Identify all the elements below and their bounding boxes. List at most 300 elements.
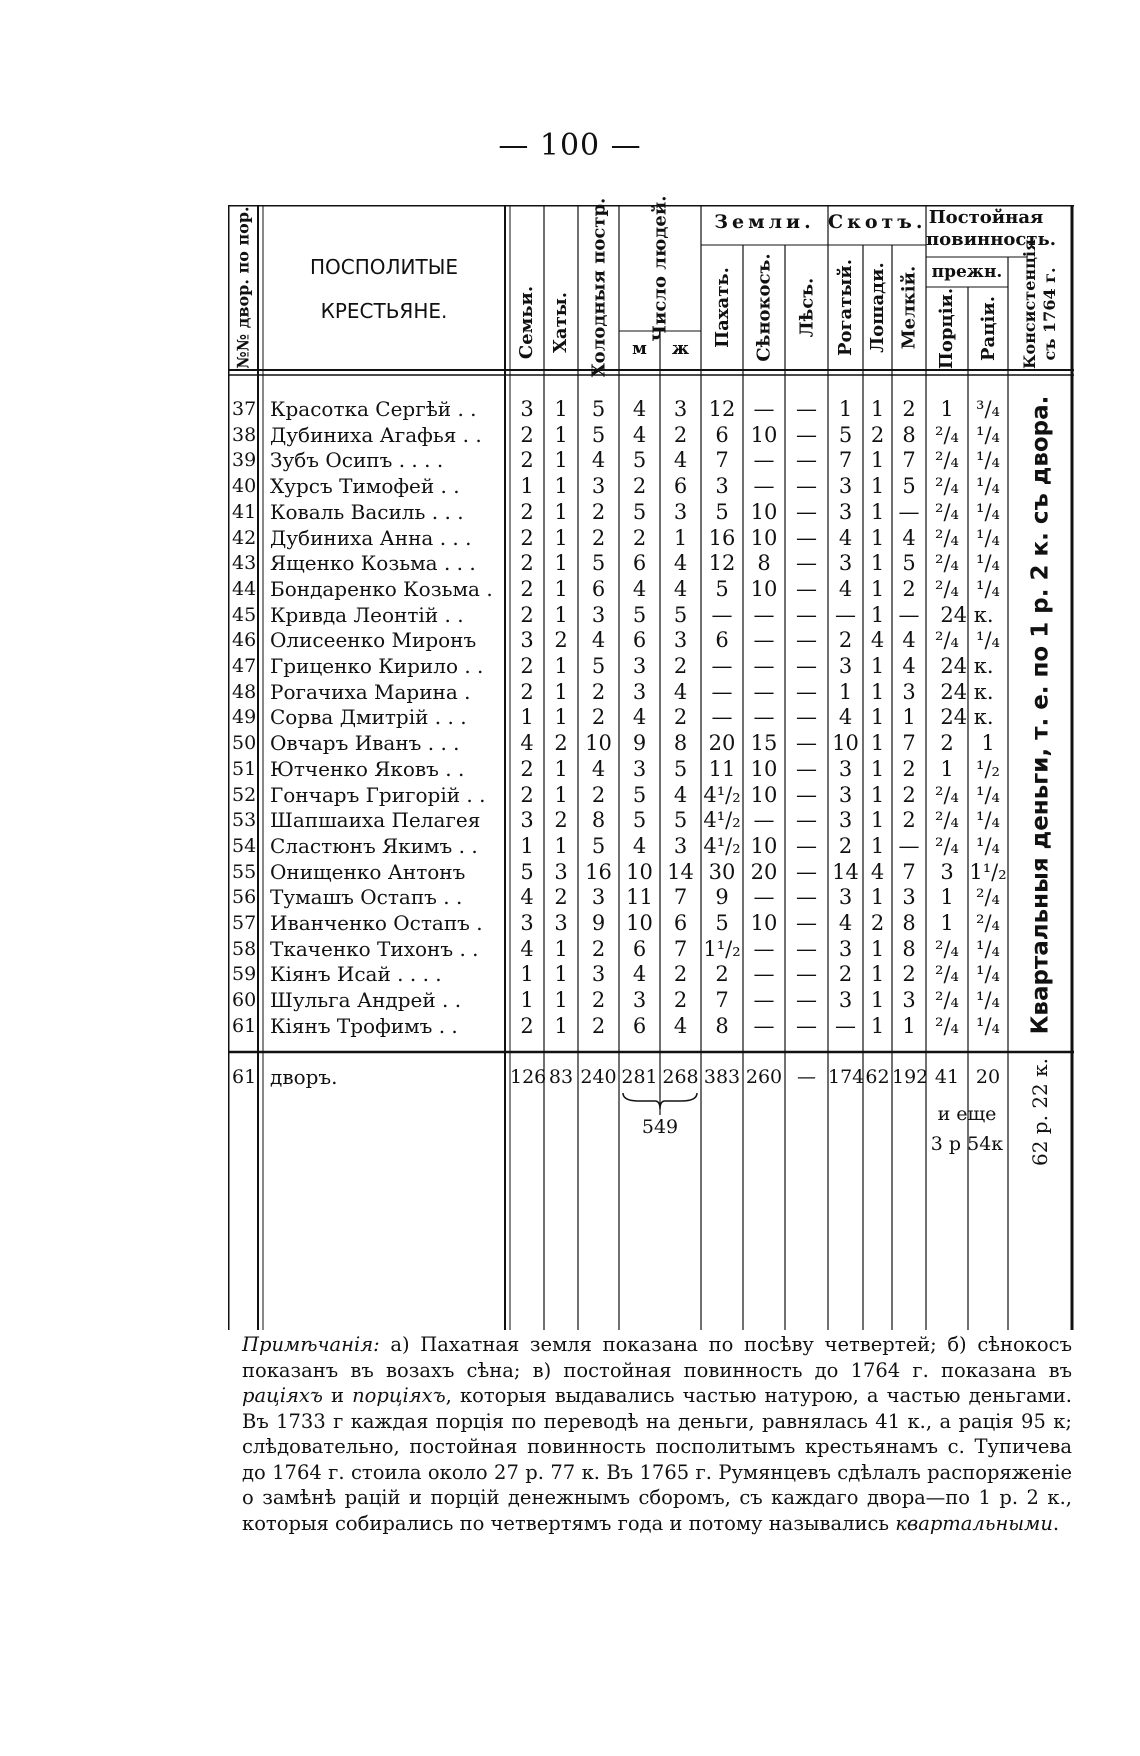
- row-cold: 5: [591, 654, 606, 678]
- row-name: Ященко Козьма . . .: [270, 551, 476, 576]
- row-cold: 2: [591, 1013, 606, 1038]
- header-horses: Лошади.: [867, 262, 889, 353]
- row-hay: —: [753, 808, 775, 833]
- row-men: 10: [626, 859, 653, 884]
- header-men: м: [632, 339, 647, 359]
- header-rations: Раціи.: [977, 296, 999, 361]
- row-cattle: 3: [838, 988, 853, 1013]
- row-families: 2: [520, 782, 534, 807]
- row-name: Кривда Леонтій . .: [270, 602, 464, 627]
- row-families: 4: [520, 936, 534, 961]
- page-number: — 100 —: [498, 128, 642, 163]
- row-forest: —: [796, 679, 817, 704]
- row-women: 5: [673, 808, 688, 833]
- notes-rations-word: раціяхъ: [242, 1384, 323, 1407]
- row-small: —: [898, 602, 920, 627]
- row-horses: 1: [870, 988, 885, 1013]
- row-portions: 3: [940, 859, 954, 884]
- row-cattle: 3: [838, 499, 853, 524]
- people-brace: [619, 1091, 701, 1113]
- row-number: 51: [232, 757, 257, 780]
- row-horses: 1: [870, 962, 885, 987]
- row-small: 4: [902, 628, 916, 653]
- row-forest: —: [796, 962, 817, 987]
- row-cold: 2: [591, 988, 606, 1013]
- row-cold: 5: [591, 397, 606, 421]
- row-hay: —: [753, 962, 775, 987]
- row-number: 57: [232, 912, 257, 934]
- row-forest: —: [796, 602, 817, 627]
- row-portions: ²/₄: [935, 988, 959, 1013]
- row-name: Коваль Василь . . .: [270, 499, 464, 524]
- row-portions: 24 к.: [940, 705, 994, 730]
- row-houses: 3: [554, 911, 568, 935]
- row-number: 41: [232, 500, 257, 523]
- row-rations: ¹/₄: [976, 448, 1000, 473]
- people-sum: 549: [641, 1116, 679, 1138]
- row-arable: 4¹/₂: [703, 808, 741, 833]
- header-livestock: Скотъ.: [828, 211, 927, 233]
- row-name: Гриценко Кирило . .: [270, 654, 484, 678]
- row-men: 4: [632, 705, 647, 730]
- total-men: 281: [621, 1066, 658, 1088]
- row-portions: ²/₄: [935, 576, 959, 601]
- row-cattle: 2: [838, 628, 853, 653]
- row-families: 1: [520, 988, 534, 1013]
- row-arable: 11: [708, 756, 736, 781]
- row-name: Сорва Дмитрій . . .: [270, 705, 467, 730]
- row-name: Хурсъ Тимофей . .: [270, 474, 460, 499]
- row-forest: —: [796, 551, 817, 576]
- row-name: Тумашъ Остапъ . .: [270, 885, 463, 910]
- row-portions: 24 к.: [940, 679, 994, 704]
- household-table: [228, 195, 1074, 1330]
- header-former: прежн.: [931, 262, 1003, 282]
- row-families: 2: [520, 654, 534, 678]
- row-rations: ¹/₄: [976, 628, 1000, 653]
- row-women: 4: [673, 576, 688, 601]
- row-cattle: 3: [838, 808, 853, 833]
- row-houses: 1: [554, 833, 568, 858]
- row-women: 3: [673, 499, 688, 524]
- header-consistency: Консистенція съ 1764 г.: [1020, 238, 1059, 369]
- row-small: —: [898, 833, 920, 858]
- row-portions: ²/₄: [935, 936, 959, 961]
- total-women: 268: [662, 1066, 699, 1088]
- row-portions: ²/₄: [935, 1013, 959, 1038]
- row-small: —: [898, 499, 920, 524]
- row-rations: ¹/₄: [976, 576, 1000, 601]
- row-families: 3: [520, 911, 534, 935]
- row-families: 3: [520, 397, 534, 421]
- header-lands: Земли.: [714, 211, 815, 233]
- row-forest: —: [796, 1013, 817, 1038]
- row-families: 2: [520, 602, 534, 627]
- row-name: Шапшаиха Пелагея: [270, 808, 481, 833]
- row-small: 8: [902, 936, 916, 961]
- row-families: 2: [520, 422, 534, 447]
- row-men: 6: [632, 1013, 647, 1038]
- row-rations: [968, 703, 1008, 731]
- row-cattle: 1: [838, 679, 853, 704]
- row-number: 60: [232, 989, 257, 1012]
- row-houses: 1: [554, 525, 568, 550]
- row-number: 55: [232, 860, 257, 883]
- row-number: 61: [232, 1014, 257, 1037]
- row-women: 5: [673, 602, 688, 627]
- row-cattle: 7: [838, 448, 853, 473]
- row-women: 4: [673, 679, 688, 704]
- row-families: 1: [520, 833, 534, 858]
- row-horses: 1: [870, 679, 885, 704]
- row-cold: 6: [591, 576, 606, 601]
- row-horses: 2: [870, 422, 885, 447]
- row-women: 2: [673, 654, 688, 678]
- row-arable: —: [711, 679, 733, 704]
- total-forest: —: [797, 1066, 816, 1088]
- extra-line2: 3 р 54к: [930, 1133, 1004, 1155]
- row-forest: —: [796, 885, 817, 910]
- row-arable: 7: [715, 988, 729, 1013]
- total-money: 62 р. 22 к.: [1028, 1058, 1052, 1166]
- row-arable: 4¹/₂: [703, 833, 741, 858]
- row-number: 38: [232, 423, 257, 446]
- row-cattle: 4: [838, 525, 853, 550]
- row-arable: 2: [715, 962, 729, 987]
- row-small: 7: [902, 731, 916, 756]
- row-horses: 1: [870, 499, 885, 524]
- row-houses: 1: [554, 474, 568, 499]
- row-houses: 1: [554, 988, 568, 1013]
- row-arable: 12: [708, 397, 736, 421]
- row-cold: 2: [591, 782, 606, 807]
- row-hay: —: [753, 448, 775, 473]
- row-rations: 1: [981, 731, 995, 756]
- row-name: Зубъ Осипъ . . . .: [270, 448, 444, 473]
- row-houses: 1: [554, 602, 568, 627]
- row-small: 1: [902, 1013, 916, 1038]
- row-small: 1: [902, 705, 916, 730]
- row-women: 3: [673, 833, 688, 858]
- row-hay: —: [753, 1013, 775, 1038]
- row-arable: 16: [708, 525, 736, 550]
- row-cold: 2: [591, 525, 606, 550]
- row-men: 5: [632, 782, 647, 807]
- total-rations: 20: [975, 1066, 1001, 1088]
- row-portions: ²/₄: [935, 499, 959, 524]
- row-portions: 2: [940, 731, 954, 756]
- row-women: 5: [673, 756, 688, 781]
- row-horses: 1: [870, 602, 885, 627]
- row-arable: 6: [715, 628, 729, 653]
- row-rations: ¹/₄: [976, 422, 1000, 447]
- row-forest: —: [796, 525, 817, 550]
- notes-quarterly-word: квартальными: [895, 1511, 1053, 1535]
- row-forest: —: [796, 731, 817, 756]
- row-houses: 1: [554, 679, 568, 704]
- row-cold: 10: [585, 731, 612, 756]
- row-houses: 1: [554, 551, 568, 576]
- row-rations: [968, 678, 1008, 706]
- row-hay: —: [753, 885, 775, 910]
- header-forest: Лѣсъ.: [796, 277, 818, 338]
- row-men: 4: [632, 422, 647, 447]
- row-cold: 16: [585, 859, 612, 884]
- total-cold: 240: [580, 1066, 617, 1088]
- total-houses: 83: [548, 1066, 574, 1088]
- row-cattle: —: [835, 602, 856, 627]
- row-arable: —: [711, 602, 733, 627]
- row-hay: —: [753, 474, 775, 499]
- row-families: 2: [520, 756, 534, 781]
- row-number: 50: [232, 732, 257, 755]
- row-forest: —: [796, 782, 817, 807]
- row-number: 54: [232, 834, 257, 857]
- row-women: 14: [667, 859, 694, 884]
- row-number: 45: [232, 603, 257, 626]
- row-men: 3: [632, 756, 647, 781]
- row-families: 2: [520, 1013, 534, 1038]
- row-families: 1: [520, 474, 534, 499]
- row-number: 46: [232, 629, 257, 652]
- footnotes: [242, 1332, 1072, 1536]
- row-cold: 3: [591, 602, 606, 627]
- row-families: 4: [520, 731, 534, 756]
- row-hay: —: [753, 705, 775, 730]
- row-cattle: 3: [838, 551, 853, 576]
- row-houses: 2: [554, 808, 568, 833]
- row-cold: 2: [591, 705, 606, 730]
- extra-line1: и еще: [937, 1103, 997, 1125]
- row-men: 6: [632, 936, 647, 961]
- row-hay: 10: [750, 422, 778, 447]
- header-hay: Сѣнокосъ.: [753, 253, 775, 362]
- row-hay: 10: [750, 499, 778, 524]
- row-number: 59: [232, 963, 257, 986]
- row-rations: ¹/₄: [976, 499, 1000, 524]
- row-rations: ²/₄: [976, 911, 1000, 935]
- row-number: 47: [232, 655, 257, 677]
- row-cold: 8: [591, 808, 606, 833]
- row-women: 4: [673, 448, 688, 473]
- row-women: 1: [673, 525, 688, 550]
- total-rownum: 61: [232, 1066, 257, 1088]
- row-small: 2: [902, 808, 916, 833]
- row-small: 4: [902, 525, 916, 550]
- row-families: 2: [520, 448, 534, 473]
- row-horses: 1: [870, 782, 885, 807]
- row-hay: 8: [757, 551, 771, 576]
- row-portions: ²/₄: [935, 962, 959, 987]
- row-men: 11: [626, 885, 653, 910]
- row-houses: 1: [554, 654, 568, 678]
- header-rownum: №№ двор. по пор.: [233, 206, 253, 369]
- row-cattle: 14: [832, 859, 859, 884]
- row-men: 4: [632, 833, 647, 858]
- row-name: Гончаръ Григорій . .: [270, 782, 486, 807]
- row-houses: 1: [554, 397, 568, 421]
- row-horses: 1: [870, 833, 885, 858]
- notes-text-b: , которыя выдавались частью натурою, а частью деньгами. Въ 1733 г каждая порція по переводѣ на деньги, равнялась 41 к., а рація 95 к; слѣдовательно, постойная повинность посполитымъ крестьянамъ с. Тупичева до 1764 г. стоила около 27 р. 77 к. Въ 1765 г. Румянцевъ сдѣлалъ распоряженіе о замѣнѣ рацій и порцій денежнымъ сборомъ, съ каждаго двора—по 1 р. 2 к., которыя собирались по четвертямъ года и потому назывались: [242, 1384, 1072, 1535]
- header-houses: Хаты.: [550, 291, 572, 354]
- row-cold: 4: [591, 628, 606, 653]
- header-people: Число людей.: [649, 195, 671, 341]
- row-houses: 1: [554, 576, 568, 601]
- row-number: 42: [232, 526, 257, 549]
- row-forest: —: [796, 628, 817, 653]
- row-hay: 10: [750, 911, 778, 935]
- row-houses: 1: [554, 756, 568, 781]
- row-cold: 4: [591, 448, 606, 473]
- row-name: Олисеенко Миронъ: [270, 628, 477, 653]
- row-rations: ¹/₄: [976, 1013, 1000, 1038]
- row-hay: 20: [750, 859, 778, 884]
- row-horses: 1: [870, 885, 885, 910]
- row-cattle: 10: [832, 731, 859, 756]
- row-arable: 7: [715, 448, 729, 473]
- row-cold: 5: [591, 422, 606, 447]
- row-cattle: 3: [838, 474, 853, 499]
- row-families: 2: [520, 525, 534, 550]
- row-rations: ¹/₄: [976, 782, 1000, 807]
- row-small: 5: [902, 474, 916, 499]
- row-families: 3: [520, 628, 534, 653]
- row-families: 3: [520, 808, 534, 833]
- row-houses: 1: [554, 782, 568, 807]
- row-hay: —: [753, 988, 775, 1013]
- header-title-line2: КРЕСТЬЯНЕ.: [320, 299, 448, 323]
- row-hay: —: [753, 628, 775, 653]
- row-houses: 1: [554, 705, 568, 730]
- row-horses: 1: [870, 576, 885, 601]
- row-portions: ²/₄: [935, 474, 959, 499]
- row-arable: 1¹/₂: [703, 936, 741, 961]
- row-horses: 1: [870, 525, 885, 550]
- row-name: Кіянъ Исай . . . .: [270, 962, 442, 987]
- row-hay: —: [753, 654, 775, 678]
- row-rations: ¹/₄: [976, 551, 1000, 576]
- header-women: ж: [671, 339, 690, 359]
- row-houses: 1: [554, 962, 568, 987]
- row-forest: —: [796, 911, 817, 935]
- row-men: 6: [632, 628, 647, 653]
- row-horses: 1: [870, 705, 885, 730]
- row-name: Ютченко Яковъ . .: [270, 756, 465, 781]
- row-forest: —: [796, 397, 817, 421]
- row-houses: 2: [554, 628, 568, 653]
- row-forest: —: [796, 474, 817, 499]
- row-women: 2: [673, 962, 688, 987]
- row-arable: 3: [715, 474, 729, 499]
- row-arable: 9: [715, 885, 729, 910]
- row-portions: 1: [940, 911, 954, 935]
- row-cattle: 4: [838, 705, 853, 730]
- row-rations: ¹/₄: [976, 988, 1000, 1013]
- row-men: 10: [626, 911, 653, 935]
- row-arable: 20: [708, 731, 736, 756]
- row-men: 3: [632, 654, 647, 678]
- row-rations: ²/₄: [976, 885, 1000, 910]
- total-portions: 41: [934, 1066, 960, 1088]
- row-portions: ²/₄: [935, 808, 959, 833]
- row-small: 7: [902, 448, 916, 473]
- row-hay: 10: [750, 833, 778, 858]
- row-horses: 1: [870, 474, 885, 499]
- notes-and: и: [322, 1384, 353, 1407]
- row-portions: ²/₄: [935, 782, 959, 807]
- row-cold: 4: [591, 756, 606, 781]
- row-name: Овчаръ Иванъ . . .: [270, 731, 460, 756]
- row-forest: —: [796, 448, 817, 473]
- row-hay: 10: [750, 756, 778, 781]
- row-name: Дубиниха Анна . . .: [270, 525, 472, 550]
- row-cattle: 3: [838, 756, 853, 781]
- row-women: 4: [673, 1013, 688, 1038]
- row-forest: —: [796, 422, 817, 447]
- row-arable: —: [711, 654, 733, 678]
- row-name: Бондаренко Козьма .: [270, 576, 493, 601]
- row-families: 2: [520, 679, 534, 704]
- row-forest: —: [796, 756, 817, 781]
- row-cattle: 3: [838, 936, 853, 961]
- header-cold-buildings: Холодныя постр.: [588, 197, 610, 378]
- row-women: 3: [673, 628, 688, 653]
- row-name: Красотка Сергѣй . .: [270, 397, 477, 421]
- row-horses: 1: [870, 731, 885, 756]
- row-houses: 1: [554, 448, 568, 473]
- row-men: 5: [632, 448, 647, 473]
- total-horses: 62: [865, 1066, 890, 1088]
- total-arable: 383: [703, 1066, 741, 1088]
- row-forest: —: [796, 808, 817, 833]
- row-men: 5: [632, 808, 647, 833]
- row-women: 8: [673, 731, 688, 756]
- row-women: 6: [673, 911, 688, 935]
- row-number: 58: [232, 937, 257, 960]
- row-horses: 1: [870, 448, 885, 473]
- row-portions: 1: [940, 397, 954, 421]
- row-arable: 8: [715, 1013, 729, 1038]
- row-women: 3: [673, 397, 688, 421]
- row-name: Рогачиха Марина .: [270, 679, 471, 704]
- row-name: Шульга Андрей . .: [270, 988, 462, 1013]
- row-women: 4: [673, 551, 688, 576]
- row-number: 37: [232, 398, 257, 420]
- row-number: 48: [232, 680, 257, 703]
- row-forest: —: [796, 499, 817, 524]
- row-hay: 10: [750, 782, 778, 807]
- notes-end: .: [1052, 1511, 1060, 1535]
- row-cattle: 1: [838, 397, 853, 421]
- row-number: 56: [232, 886, 257, 909]
- row-hay: —: [753, 602, 775, 627]
- row-cattle: 2: [838, 833, 853, 858]
- row-men: 2: [632, 474, 647, 499]
- row-rations: [968, 652, 1008, 680]
- row-houses: 1: [554, 1013, 568, 1038]
- row-cold: 2: [591, 679, 606, 704]
- header-duty: Постойная повинность.: [926, 207, 1056, 250]
- row-families: 2: [520, 551, 534, 576]
- row-cattle: 5: [838, 422, 853, 447]
- row-small: 2: [902, 397, 916, 421]
- notes-label: Примѣчанія:: [242, 1333, 380, 1356]
- row-arable: 5: [715, 911, 729, 935]
- row-small: 3: [902, 885, 916, 910]
- row-hay: —: [753, 679, 775, 704]
- row-forest: —: [796, 859, 817, 884]
- row-men: 6: [632, 551, 647, 576]
